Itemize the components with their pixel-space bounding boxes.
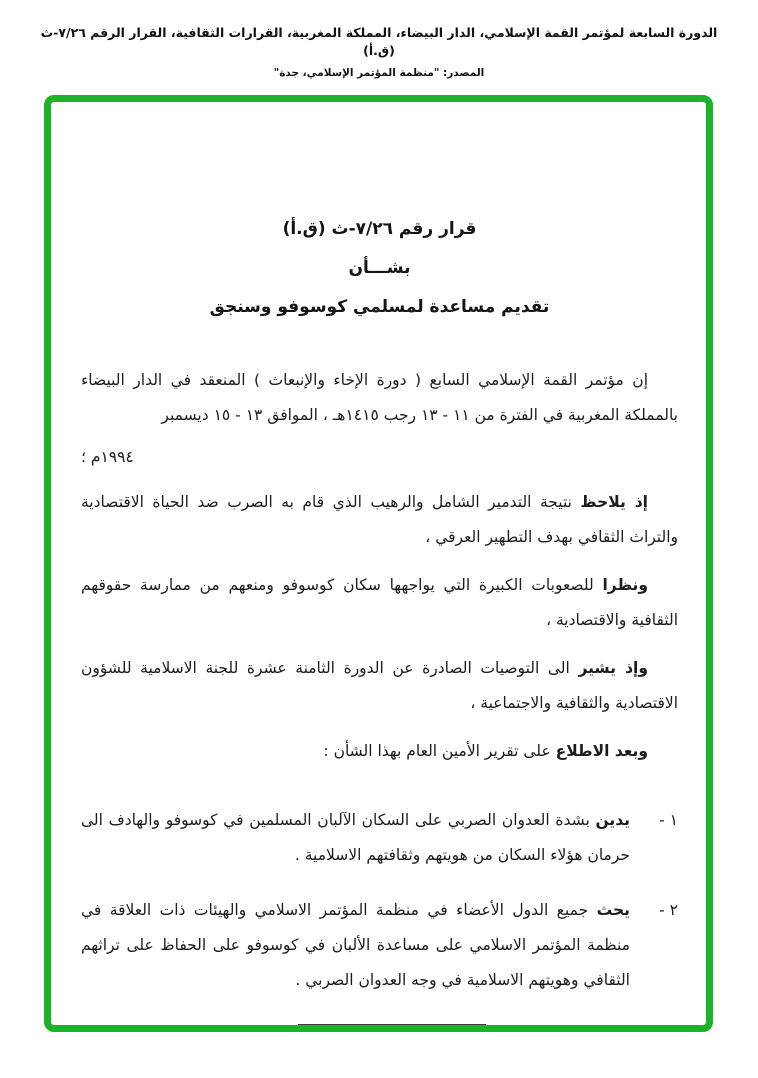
header-citation: الدورة السابعة لمؤتمر القمة الإسلامي، الدار البيضاء، المملكة المغربية، القرارات الثقافية، القرار الرقم ٧/٢٦-ث (ق.أ) [40,25,718,58]
header-source: المصدر: "منظمة المؤتمر الإسلامي، جدة" [273,67,485,79]
document-content [51,102,706,1025]
document-header [30,0,728,79]
resolution-number-title: قرار رقم ٧/٢٦-ث (ق.أ) [282,219,477,239]
item-body-text: بشدة العدوان الصربي على السكان الآلبان المسلمين في كوسوفو والهادف الى حرمان هؤلاء السكان من هويتهم وثقافتهم الاسلامية . [81,811,630,864]
item-body-text: جميع الدول الأعضاء في منظمة المؤتمر الاسلامي والهيئات ذات العلاقة في منظمة المؤتمر الاسلامي على مساعدة الألبان في كوسوفو على الحفاظ على تراثهم الثقافي وهويتهم الاسلامية في وجه العدوان الصربي . [81,901,630,989]
footnote-separator-line [298,1024,486,1025]
paragraph-recalling [81,651,678,721]
paragraph-lead: ونظرا [602,576,648,594]
paragraph-text: الى التوصيات الصادرة عن الدورة الثامنة عشرة للجنة الاسلامية للشؤون الاقتصادية والثقافية والاجتماعية ، [81,659,678,712]
list-item [81,893,678,998]
item-lead: يحث [596,901,630,919]
list-item [81,803,678,873]
item-text [81,893,630,998]
paragraph-lead: وإذ يشير [578,659,648,677]
item-number: ٢ - [659,901,678,919]
paragraph-preamble [81,363,678,433]
paragraph-lead: وبعد الاطلاع [555,742,648,760]
item-text [81,803,630,873]
document-body [81,363,678,1025]
paragraph-text: إن مؤتمر القمة الإسلامي السابع ( دورة الإخاء والإنبعاث ) المنعقد في الدار البيضاء بالمملكة المغربية في الفترة من ١١ - ١٣ رجب ١٤١٥هـ ، الموافق ١٣ - ١٥ ديسمبر [81,371,678,424]
paragraph-considering [81,568,678,638]
paragraph-having-reviewed [81,734,678,769]
paragraph-lead: إذ يلاحظ [580,493,648,511]
paragraph-text: نتيجة التدمير الشامل والرهيب الذي قام به الصرب ضد الحياة الاقتصادية والتراث الثقافي بهدف التطهير العرقي ، [81,493,678,546]
paragraph-text: على تقرير الأمين العام بهذا الشأن : [323,742,556,760]
title-subject: تقديم مساعدة لمسلمي كوسوفو وسنجق [209,297,550,317]
paragraph-tail-year: ١٩٩٤م ؛ [81,448,134,466]
title-concerning: بشـــأن [348,258,411,278]
title-block [81,210,678,327]
resolution-items [81,803,678,998]
item-lead: يدين [595,811,630,829]
item-number: ١ - [659,811,678,829]
paragraph-text: للصعوبات الكبيرة التي يواجهها سكان كوسوفو ومنعهم من ممارسة حقوقهم الثقافية والاقتصادية ، [81,576,678,629]
paragraph-noting [81,485,678,555]
document-frame [44,95,713,1032]
